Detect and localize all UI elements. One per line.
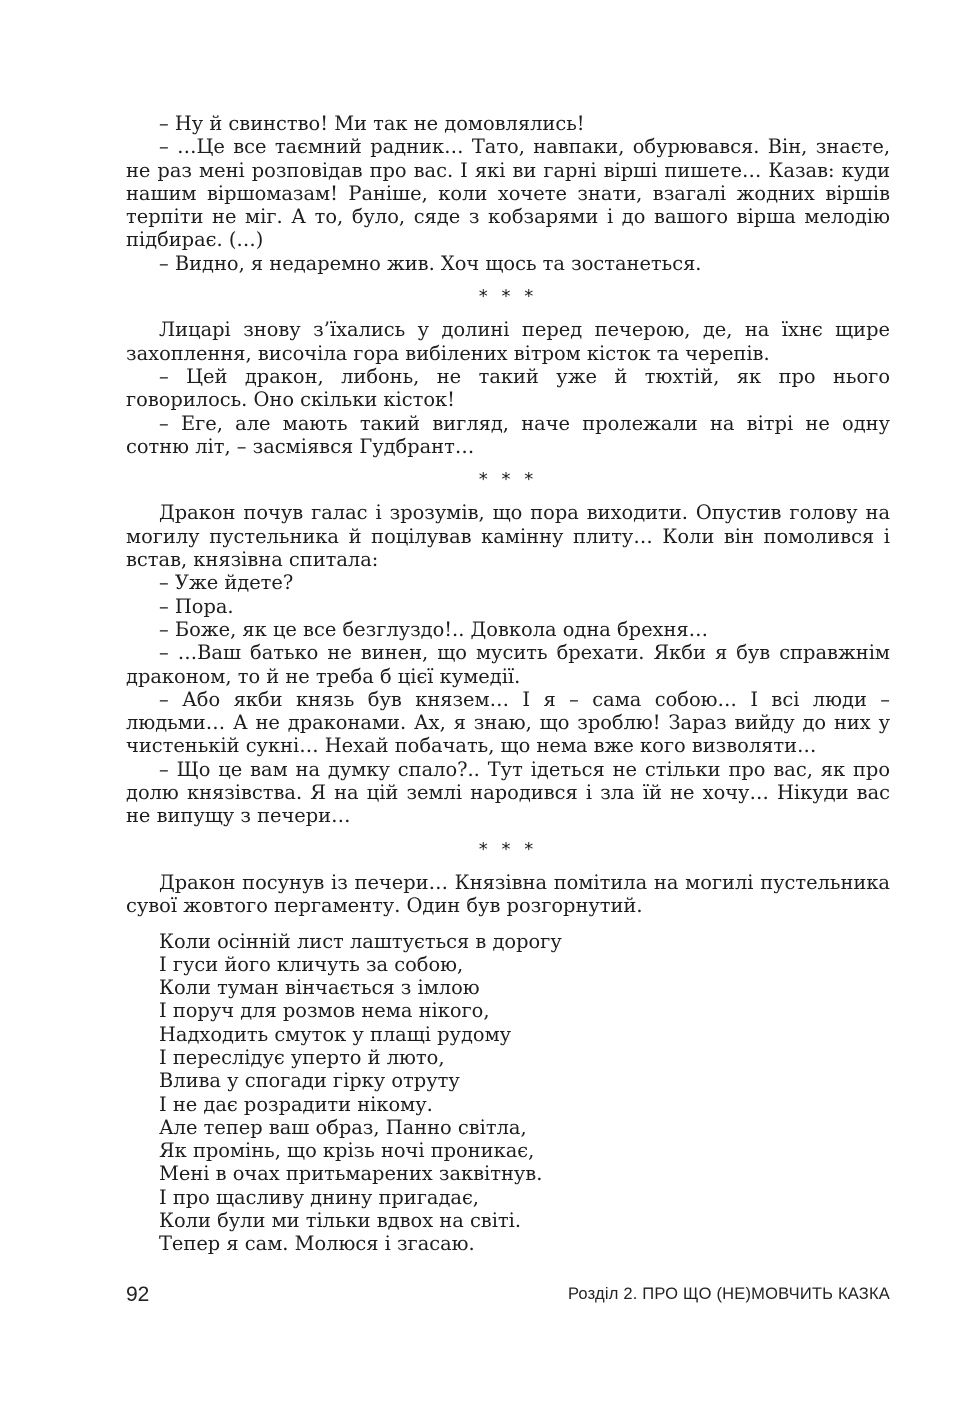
section-separator: * * *	[478, 838, 538, 860]
section-separator: * * *	[478, 286, 538, 308]
paragraph: – Еге, але мають такий вигляд, наче пролежали на вітрі не одну сотню літ, – засміявся Гудбрант…	[126, 411, 890, 458]
poem-line: Коли були ми тільки вдвох на світі.	[159, 1209, 522, 1233]
page-body	[126, 112, 890, 1256]
poem-line: І поруч для розмов нема нікого,	[159, 999, 490, 1023]
page-footer	[126, 1283, 890, 1309]
paragraph: – Що це вам на думку спало?.. Тут ідеться не стільки про вас, як про долю князівства. Я на цій землі народився і зла їй не хочу… Нікуди вас не випущу з печери…	[126, 757, 890, 828]
paragraph: – Видно, я недаремно жив. Хоч щось та зостанеться.	[159, 251, 702, 275]
poem-line: І не дає розрадити нікому.	[159, 1092, 433, 1116]
dialogue-line: – Уже йдете?	[159, 571, 294, 595]
paragraph: – Ну й свинство! Ми так не домовлялись!	[159, 112, 585, 135]
text-block-4	[126, 871, 890, 918]
poem	[126, 930, 890, 1256]
paragraph: – …Це все таємний радник… Тато, навпаки, обурювався. Він, знаєте, не раз мені розповідав про вас. І які ви гарні вірші пишете… Казав: куди нашим віршомазам! Раніше, коли хочете знати, взагалі жодних віршів терпіти не міг. А то, було, сяде з кобзарями і до вашого вірша мелодію підбирає. (…)	[126, 135, 890, 252]
poem-line: Надходить смуток у плащі рудому	[159, 1022, 512, 1046]
paragraph: – Цей дракон, либонь, не такий уже й тюхтій, як про нього говорилось. Оно скільки кісток!	[126, 364, 890, 412]
page-number: 92	[126, 1283, 150, 1306]
dialogue-line: – Пора.	[159, 594, 234, 618]
poem-line: Коли туман вінчається з імлою	[159, 976, 480, 1000]
dialogue-line: – Боже, як це все безглуздо!.. Довкола одна брехня…	[159, 617, 709, 641]
poem-line: І переслідує уперто й люто,	[159, 1045, 445, 1069]
paragraph: – …Ваш батько не винен, що мусить брехати. Якби я був справжнім драконом, то й не треба б цієї кумедії.	[126, 641, 890, 688]
poem-line: Тепер я сам. Молюся і згасаю.	[159, 1232, 475, 1256]
section-separator: * * *	[478, 469, 538, 491]
poem-line: Влива у спогади гірку отруту	[159, 1069, 460, 1093]
poem-line: Коли осінній лист лаштується в дорогу	[159, 929, 562, 953]
text-block-2	[126, 318, 890, 458]
paragraph: Лицарі знову з’їхались у долині перед печерою, де, на їхнє щире захоплення, височіла гора вибілених вітром кісток та черепів.	[126, 318, 890, 365]
poem-line: Але тепер ваш образ, Панно світла,	[159, 1115, 527, 1139]
poem-line: Мені в очах притьмарених заквітнув.	[159, 1162, 543, 1186]
paragraph: – Або якби князь був князем… І я – сама собою… І всі люди – людьми… А не драконами. Ах, я знаю, що зроблю! Зараз вийду до них у чистенькій сукні… Нехай побачать, що нема вже кого визволяти…	[126, 687, 890, 758]
section-title: Розділ 2. ПРО ЩО (НЕ)МОВЧИТЬ КАЗКА	[567, 1285, 890, 1303]
paragraph: Дракон посунув із печери… Князівна помітила на могилі пустельника сувої жовтого пергаменту. Один був розгорнутий.	[126, 870, 890, 918]
poem-line: Як промінь, що крізь ночі проникає,	[159, 1139, 535, 1163]
poem-line: І гуси його кличуть за собою,	[159, 952, 464, 976]
text-block-1	[126, 112, 890, 275]
paragraph: Дракон почув галас і зрозумів, що пора виходити. Опустив голову на могилу пустельника й поцілував камінну плиту… Коли він помолився і встав, князівна спитала:	[126, 501, 890, 572]
text-block-3	[126, 501, 890, 827]
poem-line: І про щасливу днину пригадає,	[159, 1185, 479, 1209]
